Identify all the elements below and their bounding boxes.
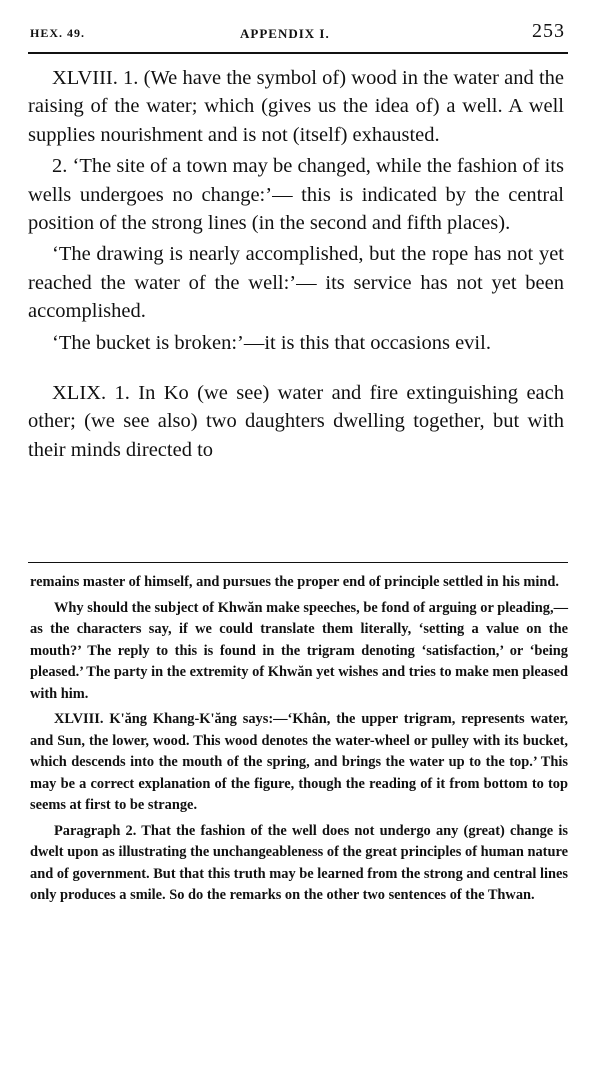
paragraph-xlviii-2: 2. ‘The site of a town may be changed, while the fashion of its wells undergoes no change:’— this is indicated by the central position of the strong lines (in the second and fifth places). [28,155,564,235]
footnote-xlviii: XLVIII. K'ăng Khang-K'ăng says:—‘Khân, the upper trigram, represents water, and Sun, the lower, wood. This wood denotes the water-wheel or pulley with its bucket, which descends into the mouth of the spring, and brings the water up to the top.’ This may be a correct explanation of the figure, though the reading of it from bottom to top seems at first to be strange. [30,711,568,813]
footnote-paragraph-2: Paragraph 2. That the fashion of the well does not undergo any (great) change is dwelt upon as illustrating the unchangeableness of the great principles of human nature and of government. But that this truth may be learned from the strong and central lines only produces a smile. So do the remarks on the other two sentences of the Thwan. [30,822,568,903]
hexagram-reference: HEX. 49. [30,26,86,40]
running-title: APPENDIX I. [240,26,330,41]
running-head [30,20,565,46]
footnotes [30,572,568,907]
footnote-rule [28,562,568,563]
main-text [28,64,564,464]
paragraph-xlviii-1: XLVIII. 1. (We have the symbol of) wood in the water and the raising of the water; which (gives us the idea of) a well. A well supplies nourishment and is not (itself) exhausted. [28,67,564,146]
paragraph-xlviii-drawing: ‘The drawing is nearly accomplished, but the rope has not yet reached the water of the well:’— its service has not yet been accomplished. [28,243,564,323]
paragraph-xlix-1: XLIX. 1. In Ko (we see) water and fire extinguishing each other; (we see also) two daughters dwelling together, but with their minds directed to [28,382,564,461]
paragraph-xlviii-bucket: ‘The bucket is broken:’—it is this that occasions evil. [52,331,491,354]
footnote-khwan: Why should the subject of Khwăn make speeches, be fond of arguing or pleading,—as the characters say, if we could translate them literally, ‘setting a value on the mouth?’ The reply to this is found in the trigram denoting ‘satisfaction,’ or ‘being pleased.’ The party in the extremity of Khwăn yet wishes and tries to make men pleased with him. [30,599,568,702]
footnote-continuation: remains master of himself, and pursues the proper end of principle settled in his mind. [30,574,560,590]
header-rule [28,52,568,54]
page-number: 253 [532,20,565,42]
